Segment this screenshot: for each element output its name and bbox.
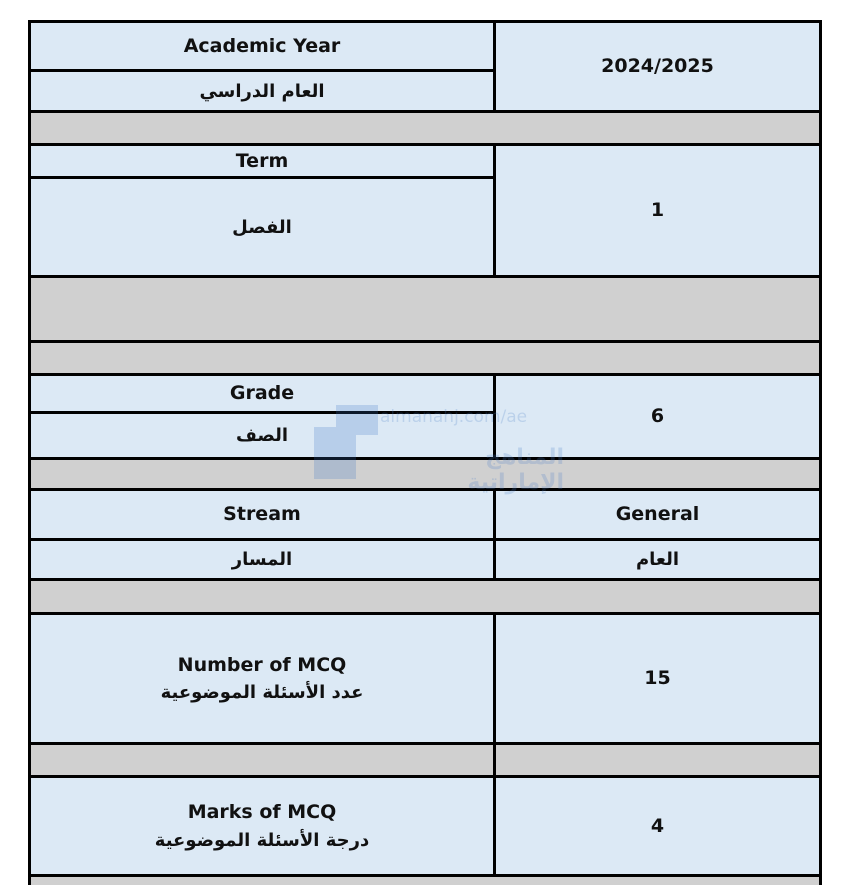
stream-label-ar [31,541,493,578]
grade-label-en [31,376,493,411]
academic-year-value-text: 2024/2025 [601,55,714,78]
academic-year-text: Academic Year [183,34,341,57]
spacer-row [31,877,819,885]
mcq-count-label [31,615,493,742]
term-text: Term [235,149,289,172]
spacer-row [31,460,819,488]
grade-value [496,376,819,457]
spacer-row [31,278,819,340]
spacer-row [31,113,819,143]
grade-value-text: 6 [650,405,665,428]
watermark-url: almanahj.com/ae [380,407,528,427]
mcq-marks-label [31,778,493,874]
spacer-cell [496,745,819,775]
stream-value-ar-text: العام [635,549,680,570]
spacer-cell [31,745,493,775]
stream-value-text: General [615,503,700,526]
spacer-row [31,581,819,612]
term-value [496,146,819,275]
stream-text: Stream [223,503,301,526]
exam-info-table [28,20,822,885]
mcq-marks-ar-text: درجة الأسئلة الموضوعية [154,829,370,851]
spacer-row [31,343,819,373]
watermark-name: المناهج الإماراتية [467,445,564,495]
academic-year-label-ar [31,72,493,110]
academic-year-value [496,23,819,110]
stream-value-en [496,491,819,538]
grade-label-ar [31,414,493,457]
term-ar-text: الفصل [232,216,292,238]
term-value-text: 1 [650,199,665,222]
mcq-count-ar-text: عدد الأسئلة الموضوعية [160,682,364,704]
term-label-en [31,146,493,176]
stream-ar-text: المسار [231,549,293,570]
mcq-marks-en-text: Marks of MCQ [187,801,337,824]
mcq-marks-value-text: 4 [650,814,665,837]
stream-label-en [31,491,493,538]
grade-ar-text: الصف [235,425,289,446]
mcq-count-value [496,615,819,742]
mcq-count-en-text: Number of MCQ [177,653,347,676]
academic-year-ar-text: العام الدراسي [199,80,325,102]
academic-year-label-en [31,23,493,69]
stream-value-ar [496,541,819,578]
mcq-marks-value [496,778,819,874]
mcq-count-value-text: 15 [644,667,671,690]
term-label-ar [31,179,493,275]
grade-text: Grade [229,382,295,405]
